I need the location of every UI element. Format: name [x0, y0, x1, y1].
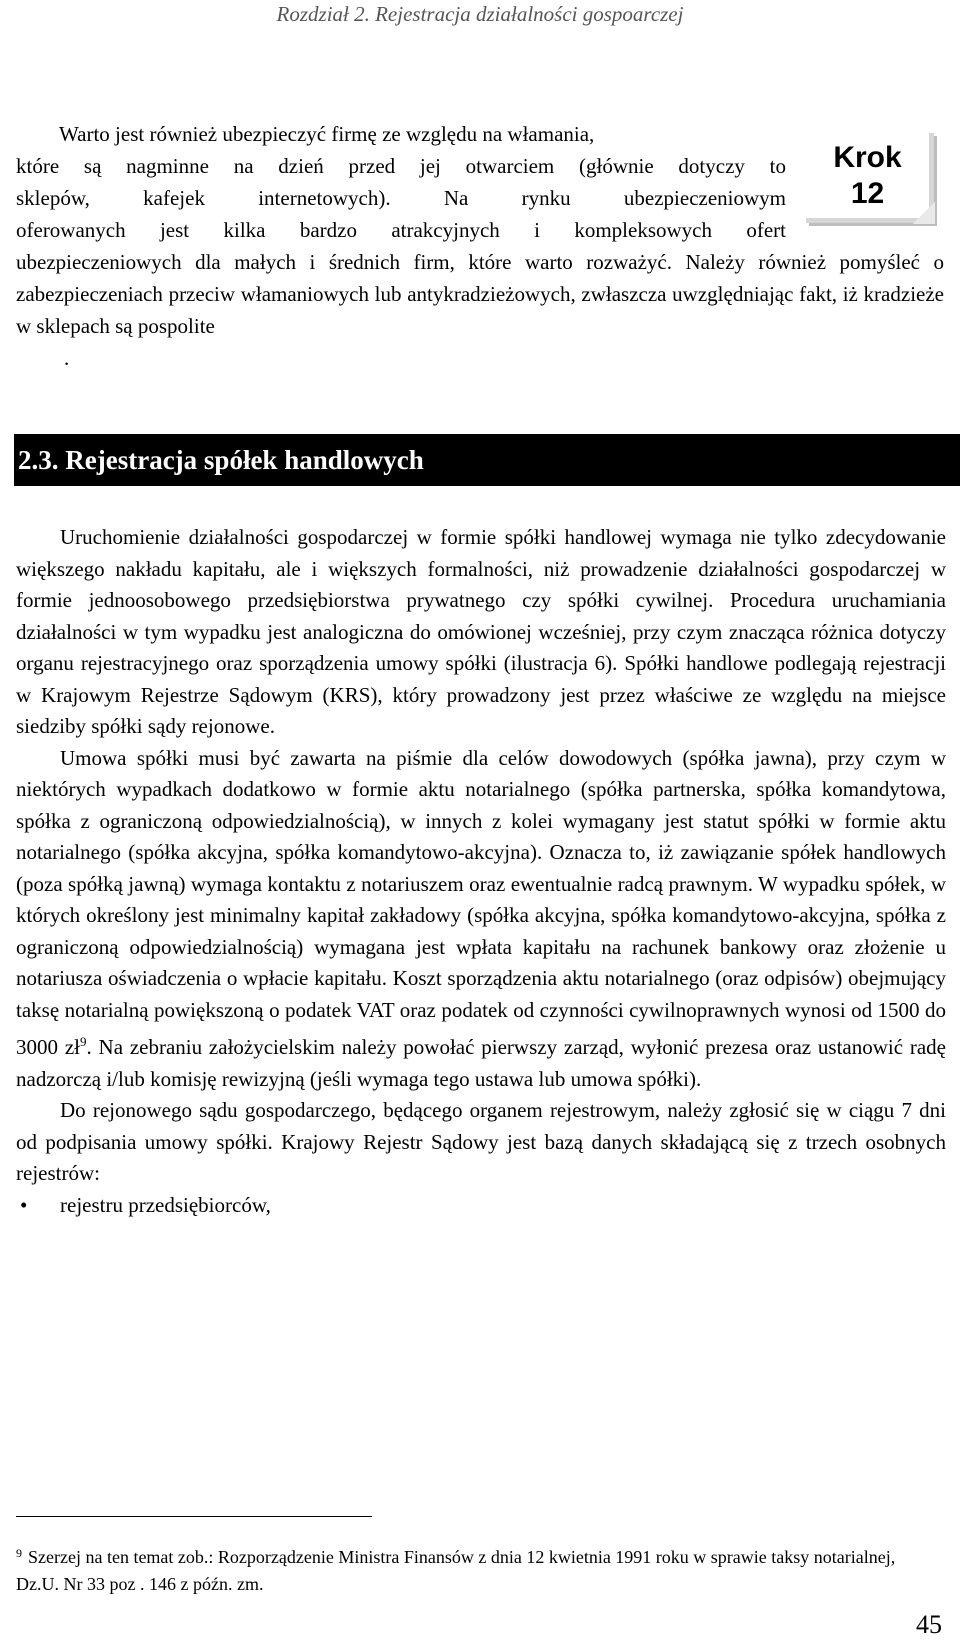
footnote-text: Szerzej na ten temat zob.: Rozporządzenie Ministra Finansów z dnia 12 kwietnia 1991 roku w sprawie taksy notarialnej, Dz.U. Nr 33 poz . 146 z późn. zm. [16, 1547, 896, 1594]
intro-line: które są nagminne na dzień przed jej otwarciem (głównie dotyczy to [16, 154, 786, 178]
registry-list [16, 1190, 946, 1222]
intro-line: sklepów, kafejek internetowych). Na rynku ubezpieczeniowym [16, 186, 786, 210]
list-item: • rejestru przedsiębiorców, [16, 1190, 946, 1222]
paragraph-3: Do rejonowego sądu gospodarczego, będącego organem rejestrowym, należy zgłosić się w ciągu 7 dni od podpisania umowy spółki. Krajowy Rejestr Sądowy jest bazą danych składającą się z trzech osobnych rejestrów: [16, 1098, 946, 1185]
intro-line: oferowanych jest kilka bardzo atrakcyjnych i kompleksowych ofert [16, 218, 786, 242]
stray-dot: . [64, 346, 70, 370]
running-header: Rozdział 2. Rejestracja działalności gospoarczej [276, 2, 684, 26]
section-heading: 2.3. Rejestracja spółek handlowych [14, 434, 960, 486]
intro-paragraph [16, 118, 944, 374]
body-text [16, 522, 946, 1221]
paragraph-2-part-a: Umowa spółki musi być zawarta na piśmie dla celów dowodowych (spółka jawna), przy czym w niektórych wypadkach dodatkowo w formie aktu notarialnego (spółka partnerska, spółka komandytowa, spółka z ograniczoną odpowiedzialnością), w innych z kolei wymagany jest statut spółki w formie aktu notarialnego (spółka akcyjna, spółka komandytowo-akcyjna). Oznacza to, iż zawiązanie spółek handlowych (poza spółką jawną) wymaga kontaktu z notariuszem oraz ewentualnie radcą prawnym. W wypadku spółek, w których określony jest minimalny kapitał zakładowy (spółka akcyjna, spółka komandytowo-akcyjna, spółka z ograniczoną odpowiedzialnością) wymagana jest wpłata kapitału na rachunek bankowy oraz złożenie u notariusza oświadczenia o wpłacie kapitału. Koszt sporządzenia aktu notarialnego (oraz odpisów) obejmujący taksę notarialną powiększoną o podatek VAT oraz podatek od czynności cywilnoprawnych wynosi od 1500 do 3000 zł [16, 745, 946, 1059]
step-number: 12 [850, 177, 885, 210]
footnote-reference[interactable]: 9 [79, 1034, 87, 1049]
paragraph-2-part-b: . Na zebraniu założycielskim należy powołać pierwszy zarząd, wyłonić prezesa oraz ustanowić radę nadzorczą i/lub komisję rewizyjną (jeśli wymaga tego ustawa lub umowa spółki). [16, 1035, 946, 1091]
footnote-number: 9 [16, 1546, 22, 1560]
step-label: Krok [833, 141, 902, 174]
intro-line: Warto jest również ubezpieczyć firmę ze względu na włamania, [59, 122, 595, 146]
intro-continuation: ubezpieczeniowych dla małych i średnich firm, które warto rozważyć. Należy również pomyśleć o zabezpieczeniach przeciw włamaniowych lub antykradzieżowych, zwłaszcza uwzględniając fakt, iż kradzieże w sklepach są pospolite [16, 250, 944, 338]
page-number: 45 [916, 1610, 942, 1639]
footnote-separator [16, 1516, 372, 1517]
paragraph-1: Uruchomienie działalności gospodarczej w formie spółki handlowej wymaga nie tylko zdecydowanie większego nakładu kapitału, ale i większych formalności, niż prowadzenie działalności gospodarczej w formie jednoosobowego przedsiębiorstwa prywatnego czy spółki cywilnej. Procedura uruchamiania działalności w tym wypadku jest analogiczna do omówionej wcześniej, przy czym znacząca różnica dotyczy organu rejestracyjnego oraz sporządzenia umowy spółki (ilustracja 6). Spółki handlowe podlegają rejestracji w Krajowym Rejestrze Sądowym (KRS), który prowadzony jest przez właściwe ze względu na miejsce siedziby spółki sądy rejonowe. [16, 525, 946, 738]
footnote [16, 1540, 896, 1598]
paragraph-2 [16, 743, 946, 1096]
